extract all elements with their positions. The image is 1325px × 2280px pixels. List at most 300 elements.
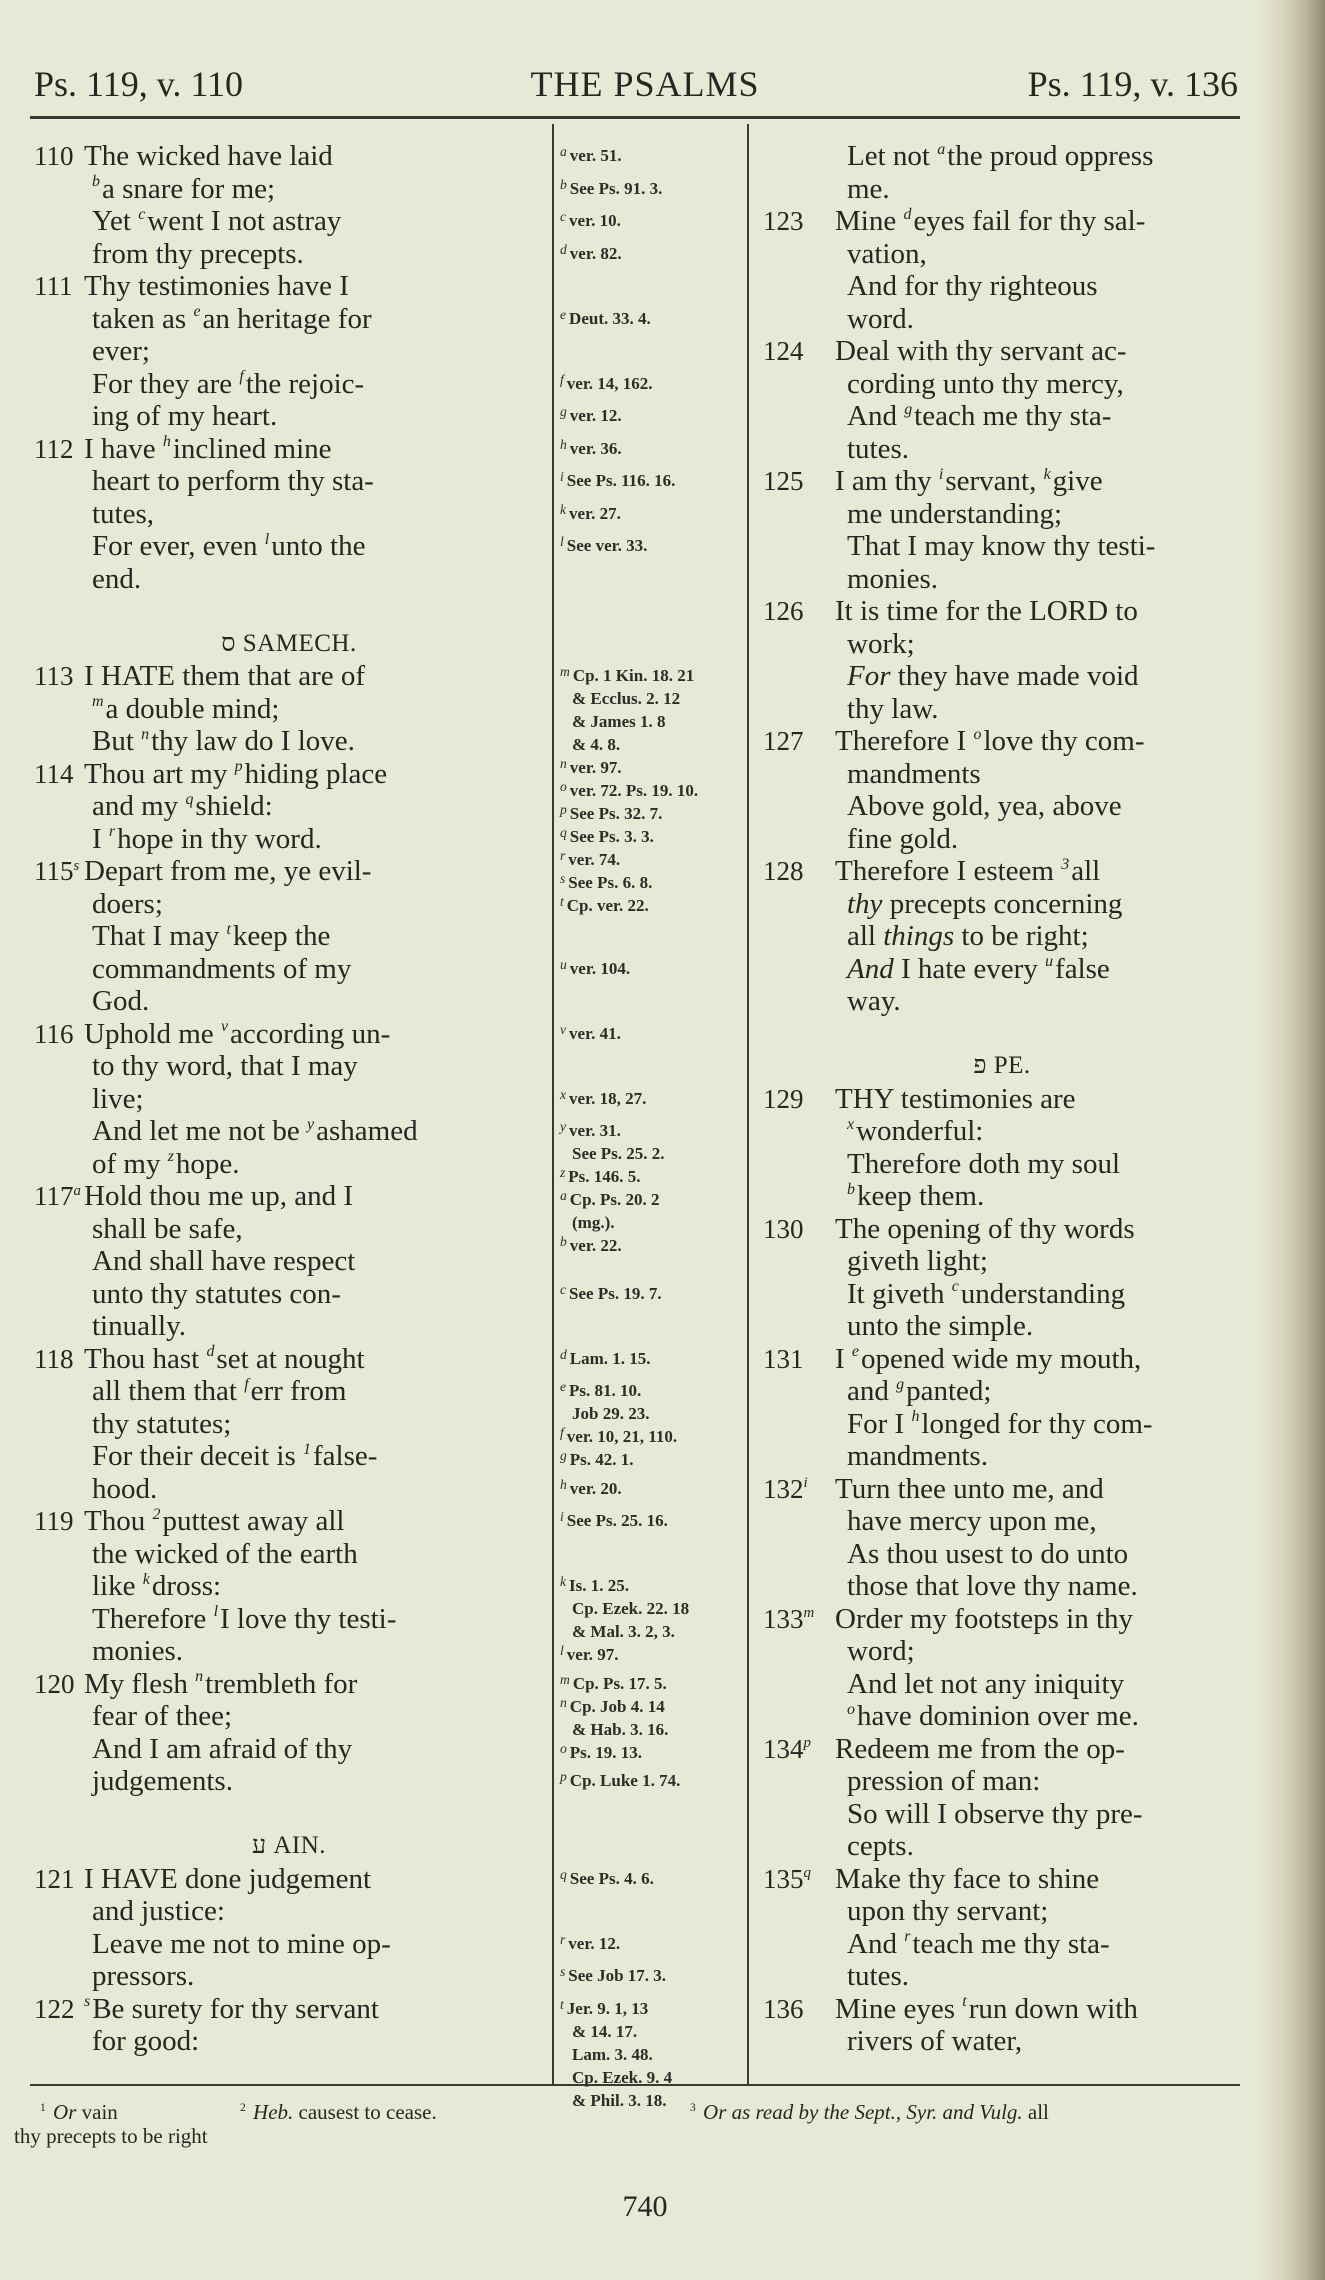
verse-text: So will I observe thy pre- [847,1797,1143,1830]
verse-text: for good: [92,2025,200,2057]
reference-mark: k [560,501,567,517]
section-heading: ע AIN. [251,1832,327,1859]
reference-mark: 1 [303,1440,311,1458]
verse-text: And $^r$teach me thy sta- [847,1927,1110,1960]
verse-text: those that love thy name. [847,1570,1138,1602]
verse-text: $^x$wonderful: [847,1115,984,1147]
reference-mark: q [560,825,567,841]
cross-reference: $^f$ ver. 10, 21, 110. [560,1425,678,1446]
verse-text: fear of thee; [92,1700,233,1732]
cross-reference: $^b$ See Ps. 91. 3. [560,176,663,198]
verse-text: ever; [92,335,150,367]
verse-text: vation, [847,237,927,270]
reference-mark: a [560,144,567,160]
reference-mark: 2 [152,1505,161,1523]
verse-text: That I may $^t$keep the [92,920,331,952]
verse-text: rivers of water, [847,2025,1023,2057]
verse-number: 135$^q$ [763,1863,811,1894]
running-head-left: Ps. 119, v. 110 [34,64,244,104]
verse-text: God. [92,985,150,1017]
reference-mark: u [560,956,567,972]
italic-text: Heb. [253,2100,294,2124]
reference-mark: d [903,205,912,223]
reference-mark: d [206,1343,215,1361]
verse-number: 129 [763,1083,804,1114]
verse-text: Redeem me from the op- [835,1732,1125,1765]
reference-mark: p [803,1735,811,1752]
cross-reference: $^s$ See Job 17. 3. [560,1964,667,1985]
reference-mark: o [560,779,567,795]
reference-mark: f [239,368,244,386]
verse-text: word. [847,302,914,335]
verse-number: 119 [34,1506,74,1536]
reference-mark: s [560,1964,566,1980]
verse-text: to thy word, that I may [92,1050,358,1082]
verse-text: tutes. [847,432,910,465]
cross-reference: $^l$ See ver. 33. [560,534,648,555]
verse-text: For they are $^f$the rejoic- [92,367,365,400]
reference-mark: o [847,1700,855,1718]
verse-text: I HAVE done judgement [84,1862,371,1895]
reference-mark: b [847,1180,855,1198]
cross-reference: Cp. Ezek. 9. 4 [572,2067,673,2087]
reference-mark: p [560,802,567,818]
reference-mark: o [560,1740,567,1756]
reference-mark: n [141,725,150,743]
verse-text: mandments. [847,1440,988,1472]
verse-text: $^o$have dominion over me. [847,1700,1139,1732]
reference-mark: e [560,1379,567,1395]
cross-reference: $^u$ ver. 104. [560,956,631,978]
reference-mark: s [73,857,80,874]
reference-mark: b [560,1234,567,1250]
verse-text: I $^r$hope in thy word. [92,822,322,855]
verse-number: 117$^a$ [34,1181,81,1211]
verse-number: 116 [34,1018,74,1049]
reference-mark: a [937,140,946,158]
footnote: $^2$ Heb. causest to cease. [240,2100,437,2124]
cross-reference: $^v$ ver. 41. [560,1021,621,1043]
cross-reference: $^o$ ver. 72. Ps. 19. 10. [560,779,699,800]
verse-text: cepts. [847,1830,914,1862]
italic-text: Or as read by the Sept., Syr. and Vulg. [703,2100,1023,2124]
verse-number: 110 [34,141,74,171]
verse-number: 112 [34,433,74,464]
reference-mark: g [896,1375,905,1393]
verse-text: all things to be right; [847,920,1089,952]
cross-reference: $^k$ ver. 27. [560,501,621,523]
cross-reference: $^h$ ver. 36. [560,436,622,458]
reference-mark: c [560,1281,567,1297]
reference-mark: k [560,1574,567,1590]
book-gutter-shadow [1255,0,1325,2280]
reference-mark: p [234,758,243,776]
italic-text: Or [53,2100,77,2124]
verse-text: fine gold. [847,822,959,855]
verse-text: Deal with thy servant ac- [835,335,1127,367]
reference-mark: r [904,1928,911,1946]
cross-reference: $^q$ See Ps. 3. 3. [560,825,654,846]
verse-text: It giveth $^c$understanding [847,1277,1126,1310]
reference-mark: g [904,400,913,418]
verse-text: of my $^z$hope. [92,1147,240,1180]
verse-text: taken as $^e$an heritage for [92,302,372,335]
cross-reference: $^e$ Deut. 33. 4. [560,306,651,328]
verse-text: and my $^q$shield: [92,790,273,822]
reference-mark: q [803,1865,811,1882]
cross-reference: Job 29. 23. [572,1404,650,1423]
verse-text: Hold thou me up, and I [84,1180,354,1212]
reference-mark: n [195,1668,204,1686]
cross-reference: $^t$ Jer. 9. 1, 13 [560,1996,649,2018]
verse-text: And $^g$teach me thy sta- [847,400,1112,432]
reference-mark: l [213,1603,218,1621]
footnote: $^1$ Or vain [40,2100,118,2124]
italic-text: And [847,952,894,985]
reference-mark: s [84,1993,91,2011]
cross-reference: $^g$ Ps. 42. 1. [560,1448,634,1469]
verse-text: and justice: [92,1895,225,1927]
reference-mark: i [938,465,944,483]
reference-mark: u [1045,953,1054,971]
verse-text: have mercy upon me, [847,1505,1097,1537]
reference-mark: h [560,1476,567,1492]
reference-mark: 3 [1061,855,1070,873]
cross-reference: $^y$ ver. 31. [560,1119,621,1140]
reference-mark: b [92,173,100,191]
reference-mark: t [226,920,231,938]
reference-mark: v [560,1021,567,1037]
cross-reference: Cp. Ezek. 22. 18 [572,1599,690,1618]
verse-number: 136 [763,1993,804,2024]
footnote-mark: 3 [690,2101,696,2114]
cross-reference: & 4. 8. [572,735,621,754]
reference-mark: h [911,1408,920,1426]
cross-reference: $^o$ Ps. 19. 13. [560,1740,643,1762]
verse-text: For they have made void [847,660,1139,692]
cross-reference: & Hab. 3. 16. [572,1719,669,1739]
cross-reference: $^r$ ver. 12. [560,1931,621,1953]
cross-reference: $^h$ ver. 20. [560,1476,622,1498]
section-heading: ס SAMECH. [221,629,357,657]
verse-text: upon thy servant; [847,1895,1049,1927]
cross-reference: & 14. 17. [572,2021,638,2041]
verse-text: Above gold, yea, above [847,790,1122,822]
cross-reference: & Mal. 3. 2, 3. [572,1622,675,1641]
cross-reference: $^i$ See Ps. 116. 16. [560,469,676,490]
verse-text: me. [847,172,890,205]
verse-number: 115$^s$ [34,856,80,886]
verse-text: The opening of thy words [835,1212,1135,1245]
reference-mark: e [193,303,201,321]
verse-text: Therefore I $^o$love thy com- [835,725,1145,757]
cross-reference: $^p$ See Ps. 32. 7. [560,802,663,823]
verse-text: Mine $^d$eyes fail for thy sal- [835,205,1146,237]
verse-number: 131 [763,1343,804,1374]
verse-text: For I $^h$longed for thy com- [847,1407,1153,1440]
footnote-mark: 1 [40,2101,46,2114]
verse-text: I am thy $^i$servant, $^k$give [835,465,1103,497]
verse-number: 130 [763,1213,804,1244]
reference-mark: e [851,1343,859,1361]
cross-reference: $^e$ Ps. 81. 10. [560,1379,642,1400]
verse-text: thy law. [847,692,939,725]
verse-text: For ever, even $^l$unto the [92,530,366,562]
reference-mark: p [560,1769,567,1785]
verse-number: 113 [34,661,74,691]
cross-reference: $^d$ Lam. 1. 15. [560,1346,651,1368]
verse-text: Therefore $^l$I love thy testi- [92,1602,397,1635]
verse-text: pressors. [92,1960,195,1992]
verse-text: Therefore doth my soul [847,1147,1121,1180]
reference-mark: c [560,209,567,225]
cross-reference: See Ps. 25. 2. [572,1144,665,1163]
verse-text: Mine eyes $^t$run down with [835,1992,1138,2025]
cross-reference: Lam. 3. 48. [572,2044,653,2064]
verse-text: That I may know thy testi- [847,530,1156,562]
verse-text: pression of man: [847,1765,1041,1797]
cross-reference: $^b$ ver. 22. [560,1234,622,1255]
reference-mark: v [220,1018,229,1036]
cross-reference: $^a$ ver. 51. [560,144,622,165]
reference-mark: t [560,1996,564,2012]
reference-mark: h [560,436,567,452]
reference-mark: t [962,1993,967,2011]
verse-text: I HATE them that are of [84,660,366,692]
reference-mark: d [560,1346,567,1362]
verse-text: And shall have respect [92,1245,356,1277]
cross-reference: $^z$ Ps. 146. 5. [560,1165,641,1186]
reference-mark: x [560,1086,567,1102]
cross-reference: $^c$ See Ps. 19. 7. [560,1281,662,1303]
verse-text: And I hate every $^u$false [847,952,1110,985]
cross-reference: $^g$ ver. 12. [560,404,622,425]
reference-mark: f [244,1375,249,1393]
verse-text: And let me not be $^y$ashamed [92,1115,418,1147]
column-divider-right [747,124,749,2084]
verse-text: Thou art my $^p$hiding place [84,757,388,790]
reference-mark: i [560,1509,564,1525]
reference-mark: k [142,1570,150,1588]
reference-mark: y [307,1115,315,1133]
verse-text: all them that $^f$err from [92,1375,347,1407]
verse-text: thy precepts concerning [847,887,1123,920]
footnote-mark: 2 [240,2101,246,2114]
verse-number: 126 [763,596,804,626]
italic-text: things [883,920,955,952]
reference-mark: f [560,1425,564,1441]
footnote: thy precepts to be right [14,2124,208,2148]
verse-number: 127 [763,726,804,756]
verse-number: 134$^p$ [763,1733,811,1764]
verse-text: Uphold me $^v$according un- [84,1017,391,1050]
reference-mark: m [560,1671,570,1687]
reference-mark: i [803,1475,808,1492]
reference-mark: g [560,1448,567,1464]
verse-text: work; [847,627,915,660]
verse-text: And let not any iniquity [847,1667,1125,1700]
verse-text: commandments of my [92,952,352,985]
italic-text: For [847,660,891,692]
verse-text: judgements. [92,1765,233,1797]
verse-text: unto thy statutes con- [92,1277,341,1310]
reference-mark: c [138,205,146,223]
verse-text: giveth light; [847,1245,988,1277]
cross-reference: $^t$ Cp. ver. 22. [560,894,649,915]
verse-text: mandments [847,757,981,790]
cross-reference: & Phil. 3. 18. [572,2090,667,2110]
verse-text: It is time for the LORD to [835,595,1138,627]
reference-mark: k [1043,465,1051,483]
footnote: $^3$ Or as read by the Sept., Syr. and Vulg. all [690,2100,1049,2124]
verse-text: heart to perform thy sta- [92,465,374,497]
reference-mark: c [951,1278,959,1296]
verse-text: But $^n$thy law do I love. [92,725,355,757]
verse-number: 122 [34,1993,75,2024]
verse-text: cording unto thy mercy, [847,367,1124,400]
verse-text: The wicked have laid [84,140,333,172]
cross-reference: $^a$ Cp. Ps. 20. 2 [560,1188,660,1209]
cross-reference: (mg.). [572,1213,615,1232]
cross-reference: $^d$ ver. 82. [560,241,622,263]
reference-mark: n [560,1694,567,1710]
reference-mark: a [73,1182,81,1199]
verse-text: thy statutes; [92,1407,232,1440]
reference-mark: g [560,404,567,420]
cross-reference: $^c$ ver. 10. [560,209,621,230]
verse-text: And for thy righteous [847,270,1098,302]
cross-reference: & Ecclus. 2. 12 [572,689,681,708]
reference-mark: n [560,756,567,772]
section-heading: פ PE. [973,1052,1031,1079]
verse-text: hood. [92,1472,158,1505]
reference-mark: f [560,371,564,387]
cross-reference: $^p$ Cp. Luke 1. 74. [560,1769,681,1790]
cross-reference: $^m$ Cp. Ps. 17. 5. [560,1671,667,1693]
verse-text: tinually. [92,1310,186,1342]
verse-text: like $^k$dross: [92,1570,222,1602]
cross-reference: $^x$ ver. 18, 27. [560,1086,647,1108]
reference-mark: m [803,1605,815,1622]
reference-mark: d [560,241,567,257]
reference-mark: m [560,664,570,680]
verse-number: 128 [763,856,804,886]
reference-mark: r [108,823,116,841]
page-number: 740 [622,2190,668,2223]
column-divider-left [552,124,554,2084]
cross-reference: $^f$ ver. 14, 162. [560,371,653,393]
verse-text: monies. [847,562,939,595]
verse-text: shall be safe, [92,1212,243,1245]
verse-text: $^m$a double mind; [92,692,280,725]
cross-reference: $^m$ Cp. 1 Kin. 18. 21 [560,664,695,685]
cross-reference: $^i$ See Ps. 25. 16. [560,1509,668,1530]
verse-text: me understanding; [847,497,1063,530]
verse-number: 125 [763,466,804,496]
reference-mark: l [264,530,270,548]
reference-mark: o [973,725,982,743]
verse-number: 118 [34,1343,74,1374]
running-head-right: Ps. 119, v. 136 [1027,64,1238,104]
cross-reference: $^r$ ver. 74. [560,848,621,869]
verse-text: Therefore I esteem $^3$all [835,855,1101,887]
reference-mark: r [560,1931,566,1947]
verse-text: the wicked of the earth [92,1537,358,1570]
verse-text: from thy precepts. [92,237,304,270]
verse-text: Yet $^c$went I not astray [92,205,342,237]
verse-text: doers; [92,887,163,920]
cross-reference: & James 1. 8 [572,712,666,731]
verse-text: Thy testimonies have I [84,270,349,302]
verse-number: 120 [34,1668,75,1699]
reference-mark: h [162,433,171,451]
verse-text: Depart from me, ye evil- [84,855,372,887]
reference-mark: s [560,871,566,887]
reference-mark: y [560,1119,567,1135]
verse-number: 114 [34,758,74,789]
reference-mark: q [560,1866,567,1882]
italic-text: thy [847,887,883,920]
header-rule [30,116,1240,119]
reference-mark: i [560,469,564,485]
verse-text: Let not $^a$the proud oppress [847,140,1154,172]
verse-text: THY testimonies are [835,1082,1076,1115]
verse-text: $^b$a snare for me; [92,172,276,205]
reference-mark: r [560,848,566,864]
cross-reference: $^n$ ver. 97. [560,756,622,777]
verse-text: tutes. [847,1960,910,1992]
reference-mark: t [560,894,564,910]
verse-number: 132$^i$ [763,1473,808,1504]
reference-mark: q [185,790,194,808]
verse-text: As thou usest to do unto [847,1537,1129,1570]
verse-number: 111 [34,271,73,301]
running-head-title: THE PSALMS [530,64,760,104]
verse-text: I have $^h$inclined mine [84,432,332,465]
verse-text: $^b$keep them. [847,1180,985,1212]
verse-text: I $^e$opened wide my mouth, [835,1342,1142,1375]
verse-text: Order my footsteps in thy [835,1602,1134,1635]
reference-mark: z [167,1148,174,1166]
verse-text: Thou $^2$puttest away all [84,1505,345,1537]
verse-text: For their deceit is $^1$false- [92,1440,378,1472]
verse-text: way. [847,985,901,1017]
verse-text: live; [92,1082,144,1115]
reference-mark: e [560,306,567,322]
cross-reference: $^n$ Cp. Job 4. 14 [560,1694,665,1716]
verse-text: $^s$Be surety for thy servant [84,1992,379,2025]
verse-text: Turn thee unto me, and [835,1472,1104,1505]
verse-number: 121 [34,1863,75,1894]
verse-text: end. [92,562,142,595]
reference-mark: l [560,534,564,550]
reference-mark: x [847,1115,855,1133]
verse-number: 133$^m$ [763,1603,815,1634]
verse-text: Make thy face to shine [835,1862,1100,1895]
reference-mark: m [92,693,104,711]
verse-text: monies. [92,1635,184,1667]
cross-reference: $^l$ ver. 97. [560,1643,619,1664]
reference-mark: a [560,1188,567,1204]
verse-number: 123 [763,206,804,236]
cross-reference: $^s$ See Ps. 6. 8. [560,871,653,892]
verse-text: Thou hast $^d$set at nought [84,1342,365,1375]
verse-text: ing of my heart. [92,400,278,432]
verse-text: My flesh $^n$trembleth for [84,1667,358,1700]
verse-text: Leave me not to mine op- [92,1927,391,1960]
verse-text: tutes, [92,497,155,530]
verse-text: and $^g$panted; [847,1375,992,1407]
